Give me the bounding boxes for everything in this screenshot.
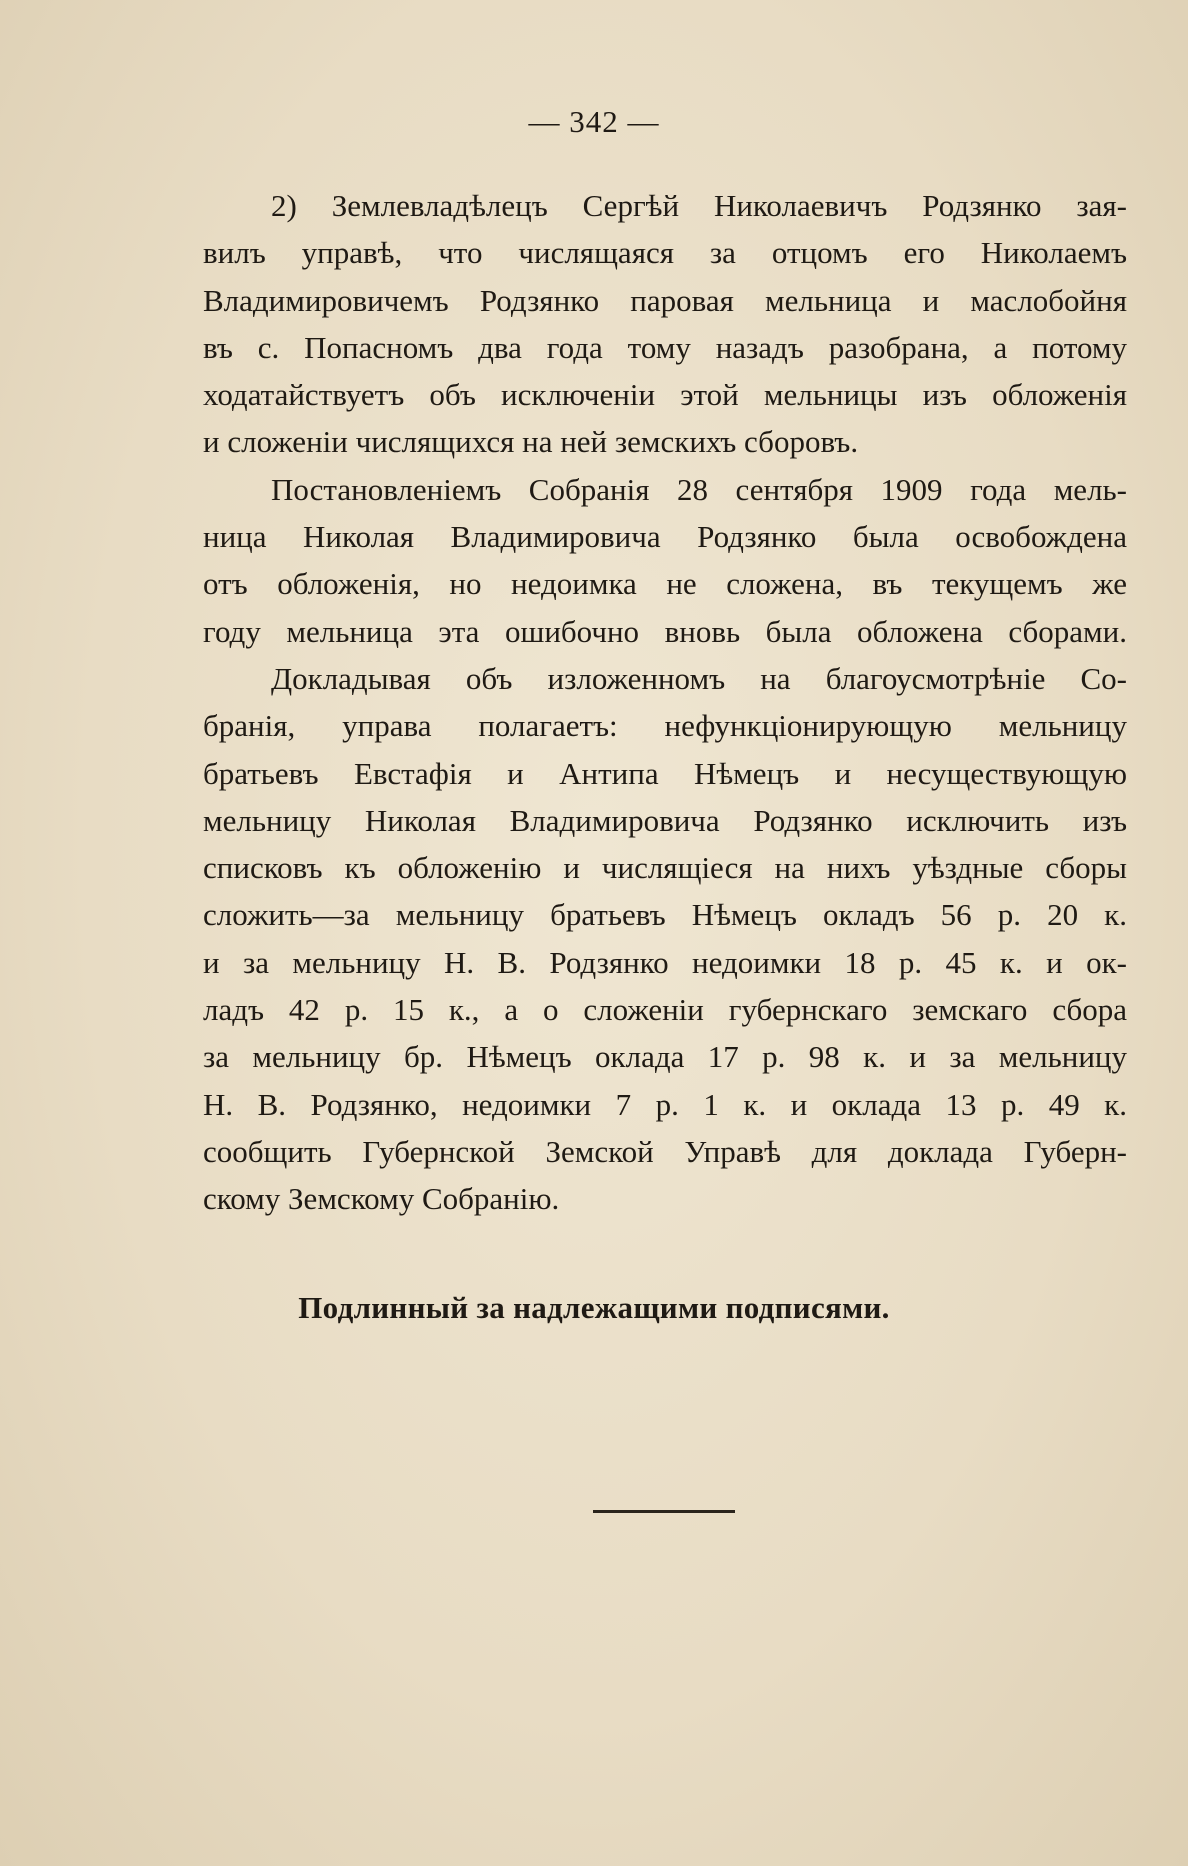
- text-line: бранiя, управа полагаетъ: нефункцiонирующую мельницу: [203, 708, 1127, 744]
- text-line: Н. В. Родзянко, недоимки 7 р. 1 к. и оклада 13 р. 49 к.: [203, 1086, 1127, 1122]
- body-text: [203, 182, 1127, 1223]
- text-line: и за мельницу Н. В. Родзянко недоимки 18 р. 45 к. и ок-: [203, 944, 1127, 980]
- text-line: Постановленiемъ Собранiя 28 сентября 1909 года мель-: [271, 471, 1127, 507]
- text-line: мельницу Николая Владимировича Родзянко исключить изъ: [203, 802, 1127, 838]
- text-line: отъ обложенiя, но недоимка не сложена, въ текущемъ же: [203, 566, 1127, 602]
- text-line: списковъ къ обложенiю и числящiеся на нихъ уѣздные сборы: [203, 850, 1127, 886]
- text-line: ница Николая Владимировича Родзянко была освобождена: [203, 519, 1127, 555]
- text-line: сообщить Губернской Земской Управѣ для доклада Губерн-: [203, 1133, 1127, 1169]
- text-line: сложить—за мельницу братьевъ Нѣмецъ окладъ 56 р. 20 к.: [203, 897, 1127, 933]
- text-line: году мельница эта ошибочно вновь была обложена сборами.: [203, 613, 1127, 649]
- text-line: ходатайствуетъ объ исключенiи этой мельницы изъ обложенiя: [203, 377, 1127, 413]
- text-line: за мельницу бр. Нѣмецъ оклада 17 р. 98 к. и за мельницу: [203, 1039, 1127, 1075]
- text-line: вилъ управѣ, что числящаяся за отцомъ его Николаемъ: [203, 235, 1127, 271]
- attestation-line: Подлинный за надлежащими подписями.: [298, 1290, 890, 1325]
- text-line: въ с. Попасномъ два года тому назадъ разобрана, а потому: [203, 329, 1127, 365]
- text-line: ладъ 42 р. 15 к., а о сложенiи губернскаго земскаго сбора: [203, 992, 1127, 1028]
- text-line: братьевъ Евстафiя и Антипа Нѣмецъ и несуществующую: [203, 755, 1127, 791]
- text-line: скому Земскому Собранiю.: [203, 1181, 560, 1217]
- text-line: Докладывая объ изложенномъ на благоусмотрѣнiе Со-: [271, 660, 1127, 696]
- page-number: — 342 —: [528, 104, 660, 139]
- text-line: и сложенiи числящихся на ней земскихъ сборовъ.: [203, 424, 859, 460]
- text-line: Владимировичемъ Родзянко паровая мельница и маслобойня: [203, 282, 1127, 318]
- text-line: 2) Землевладѣлецъ Сергѣй Николаевичъ Родзянко зая-: [271, 188, 1127, 223]
- closing-rule: [593, 1510, 735, 1513]
